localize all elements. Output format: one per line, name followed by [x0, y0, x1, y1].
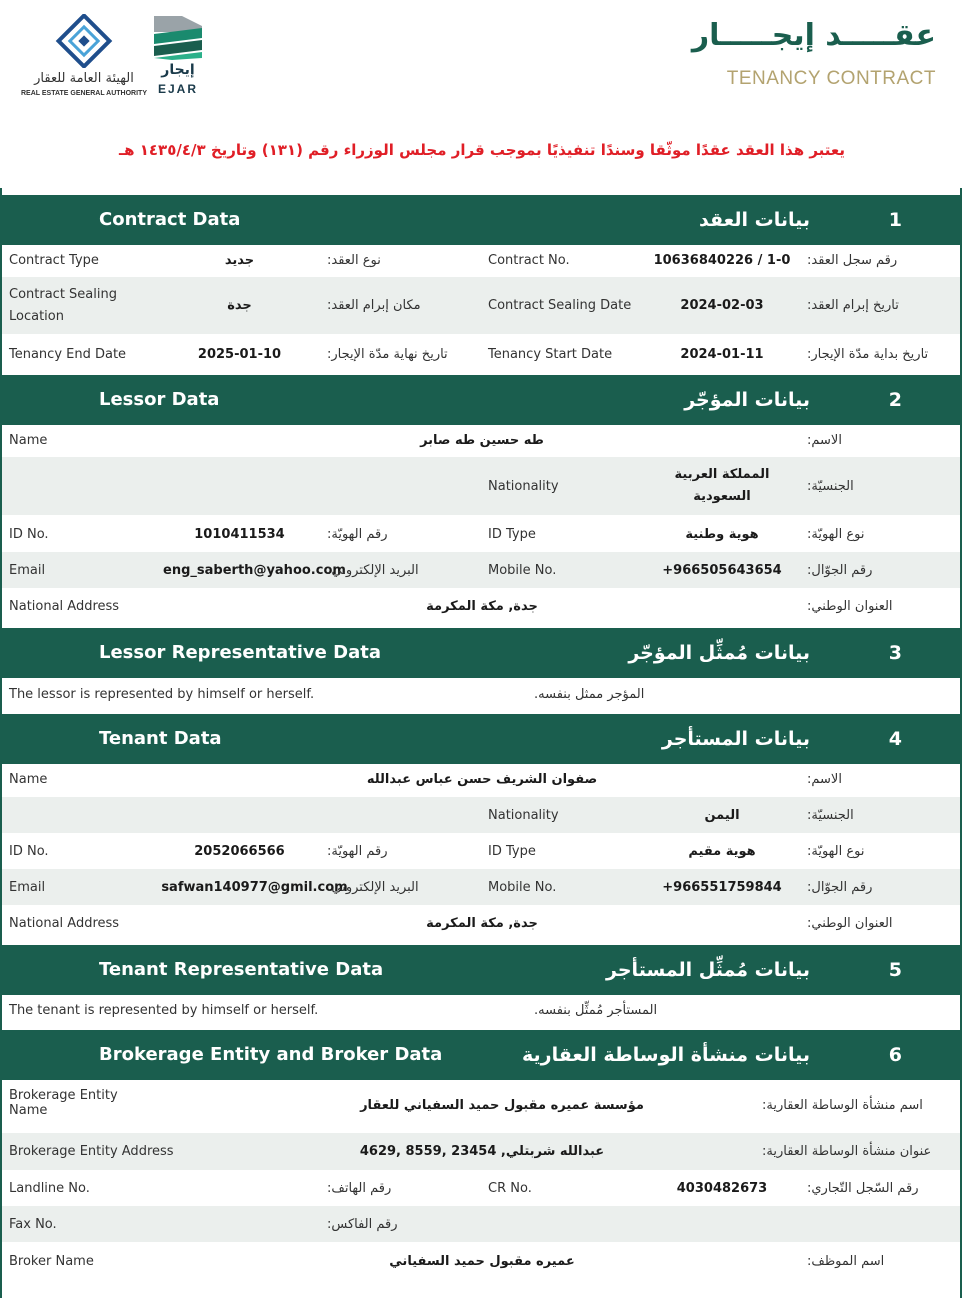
lessor-row-address	[2, 590, 960, 623]
label-ar: تاريخ بداية مدّة الإيجار:	[807, 346, 929, 362]
section-number: 1	[888, 209, 902, 231]
label-ar: عنوان منشأة الوساطة العقارية:	[762, 1144, 932, 1159]
value	[162, 1206, 317, 1242]
section-number: 3	[888, 642, 902, 664]
label-en: Contract Type	[9, 252, 99, 268]
value: صفوان الشريف حسن عباس عبدالله	[366, 771, 598, 787]
tenant-row-contact	[2, 869, 960, 905]
value: eng_saberth@yahoo.com	[163, 562, 346, 578]
text-ar: المؤجر ممثل بنفسه.	[534, 686, 645, 702]
value: عبدالله شربتلي, 23454 ,8559 ,4629	[359, 1144, 605, 1159]
contract-row-sealing	[2, 277, 960, 334]
ejar-logo-icon	[152, 14, 204, 60]
value: +966551759844	[662, 879, 782, 895]
label-en: Mobile No.	[488, 562, 557, 578]
tenant-rep-row	[2, 995, 960, 1025]
label-en: ID Type	[488, 843, 536, 859]
brokerage-row-entity	[2, 1080, 960, 1130]
value	[162, 1172, 317, 1204]
label-ar: الاسم:	[807, 432, 842, 448]
value: المملكة العربية السعودية	[674, 467, 770, 504]
contract-row-dates	[2, 338, 960, 370]
label-ar: العنوان الوطني:	[807, 916, 893, 931]
section-lessor-rep-header	[2, 628, 960, 678]
label-ar: رقم الهاتف:	[327, 1180, 392, 1196]
contract-row-type	[2, 245, 960, 275]
tenant-row-nationality	[2, 797, 960, 833]
label-ar: اسم منشأة الوساطة العقارية:	[762, 1097, 923, 1113]
label-en: National Address	[9, 916, 120, 931]
label-en: ID No.	[9, 526, 49, 542]
section-number: 2	[888, 389, 902, 411]
title-english: TENANCY CONTRACT	[726, 68, 936, 89]
value: جدة, مكة المكرمة	[426, 599, 538, 614]
value: جدة	[227, 298, 252, 313]
label-ar: رقم الجوّال:	[807, 562, 873, 578]
label-ar: البريد الإلكتروني:	[327, 879, 419, 895]
section-brokerage-header	[2, 1030, 960, 1080]
label-ar: رقم الفاكس:	[327, 1216, 398, 1232]
label-en: Nationality	[488, 807, 559, 823]
section-title-en: Tenant Representative Data	[99, 959, 384, 980]
section-title-en: Brokerage Entity and Broker Data	[99, 1044, 443, 1065]
section-title-ar: بيانات مُمثِّل المؤجّر	[628, 642, 810, 664]
label-en: Tenancy Start Date	[488, 346, 613, 362]
label-ar: تاريخ إبرام العقد:	[807, 298, 899, 313]
label-ar: العنوان الوطني:	[807, 599, 893, 614]
section-lessor-header	[2, 375, 960, 425]
label-ar: الجنسيّة:	[807, 807, 854, 823]
label-en: National Address	[9, 599, 120, 614]
ejar-arabic: إيجار	[161, 62, 195, 78]
section-title-ar: بيانات منشأة الوساطة العقارية	[521, 1044, 810, 1066]
section-title-ar: بيانات المؤجّر	[684, 389, 810, 411]
label-en: Name	[9, 771, 48, 787]
label-ar: رقم السّجل التّجاري:	[807, 1180, 919, 1196]
rega-arabic: الهيئة العامة للعقار	[34, 71, 134, 86]
label-ar: تاريخ نهاية مدّة الإيجار:	[327, 346, 448, 362]
section-title-en: Tenant Data	[99, 728, 222, 749]
label-en: ID No.	[9, 843, 49, 859]
section-number: 4	[888, 728, 902, 750]
label-en: Broker Name	[9, 1253, 94, 1269]
value: 10636840226 / 1-0	[653, 252, 791, 268]
value: مؤسسة عميره مقبول حميد السفياني للعقار	[360, 1097, 644, 1113]
lessor-row-name	[2, 425, 960, 455]
section-contract-header	[2, 195, 960, 245]
text-en: The lessor is represented by himself or herself.	[9, 686, 315, 702]
value: عميره مقبول حميد السفياني	[389, 1253, 575, 1269]
label-ar: الاسم:	[807, 771, 842, 787]
title-arabic: عقـــــد إيجـــــار	[691, 18, 936, 53]
section-number: 5	[888, 959, 902, 981]
section-title-ar: بيانات العقد	[698, 209, 810, 231]
label-en: Contract Sealing Location	[9, 286, 117, 324]
lessor-rep-row	[2, 678, 960, 710]
value: 1010411534	[194, 526, 285, 542]
brokerage-row-landline	[2, 1172, 960, 1204]
value: هوية مقيم	[688, 843, 756, 859]
label-ar: البريد الإلكتروني:	[327, 562, 419, 578]
value: جديد	[224, 252, 255, 268]
tenant-row-id	[2, 835, 960, 867]
value: 2052066566	[194, 843, 285, 859]
lessor-row-contact	[2, 552, 960, 588]
lessor-row-id	[2, 518, 960, 550]
tenant-row-name	[2, 764, 960, 794]
value: 4030482673	[676, 1180, 768, 1196]
rega-english: REAL ESTATE GENERAL AUTHORITY	[20, 90, 147, 97]
label-en: CR No.	[488, 1180, 532, 1196]
ejar-english: EJAR	[157, 82, 198, 96]
section-title-en: Contract Data	[99, 209, 241, 230]
notarization-notice: يعتبر هذا العقد عقدًا موثّقا وسندًا تنفيذيًا بموجب قرار مجلس الوزراء رقم (١٣١) وتاريخ ١٤٣٥/٤/٣ هـ	[118, 141, 845, 159]
label-ar: نوع الهويّة:	[807, 526, 865, 542]
value: جدة, مكة المكرمة	[426, 916, 538, 931]
brokerage-row-fax	[2, 1206, 960, 1242]
text-ar: المستأجر مُمثِّل بنفسه.	[534, 1002, 658, 1018]
text-en: The tenant is represented by himself or herself.	[9, 1002, 319, 1018]
brokerage-row-broker	[2, 1244, 960, 1278]
label-ar: نوع الهويّة:	[807, 843, 865, 859]
label-ar: الجنسيّة:	[807, 478, 854, 494]
label-en: ID Type	[488, 526, 536, 542]
label-en: Name	[9, 432, 48, 448]
value: 2025-01-10	[197, 346, 282, 362]
section-title-en: Lessor Representative Data	[99, 642, 381, 663]
value: 2024-01-11	[680, 346, 764, 362]
label-en: Contract Sealing Date	[488, 298, 632, 313]
section-tenant-header	[2, 714, 960, 764]
label-en: Email	[9, 879, 46, 895]
section-tenant-rep-header	[2, 945, 960, 995]
label-en: Fax No.	[9, 1216, 57, 1232]
section-title-ar: بيانات المستأجر	[661, 728, 810, 750]
label-en: Brokerage Entity Address	[9, 1144, 174, 1159]
label-ar: رقم الهويّة:	[327, 843, 388, 859]
label-ar: اسم الموظف:	[807, 1253, 885, 1269]
label-ar: رقم الجوّال:	[807, 879, 873, 895]
tenant-row-address	[2, 907, 960, 940]
label-ar: مكان إبرام العقد:	[327, 298, 421, 313]
value: هوية وطنية	[685, 526, 759, 542]
logos	[20, 14, 210, 104]
label-ar: رقم سجل العقد:	[807, 252, 898, 268]
value: اليمن	[704, 807, 740, 823]
lessor-row-nationality	[2, 457, 960, 515]
section-number: 6	[888, 1044, 902, 1066]
label-en: Landline No.	[9, 1180, 90, 1196]
section-title-ar: بيانات مُمثِّل المستأجر	[606, 959, 810, 981]
brokerage-row-address	[2, 1133, 960, 1170]
label-ar: نوع العقد:	[327, 252, 381, 268]
label-en: Nationality	[488, 478, 559, 494]
label-en: Mobile No.	[488, 879, 557, 895]
label-en: Contract No.	[488, 252, 570, 268]
label-en: Brokerage Entity Name	[9, 1088, 118, 1118]
value: +966505643654	[662, 562, 782, 578]
section-title-en: Lessor Data	[99, 389, 220, 410]
value: safwan140977@gmil.com	[161, 879, 348, 895]
label-en: Email	[9, 562, 46, 578]
value: طه حسين طه صابر	[420, 432, 544, 448]
label-en: Tenancy End Date	[9, 346, 127, 362]
value: 2024-02-03	[680, 298, 764, 313]
label-ar: رقم الهويّة:	[327, 526, 388, 542]
rega-logo-icon	[54, 14, 114, 68]
